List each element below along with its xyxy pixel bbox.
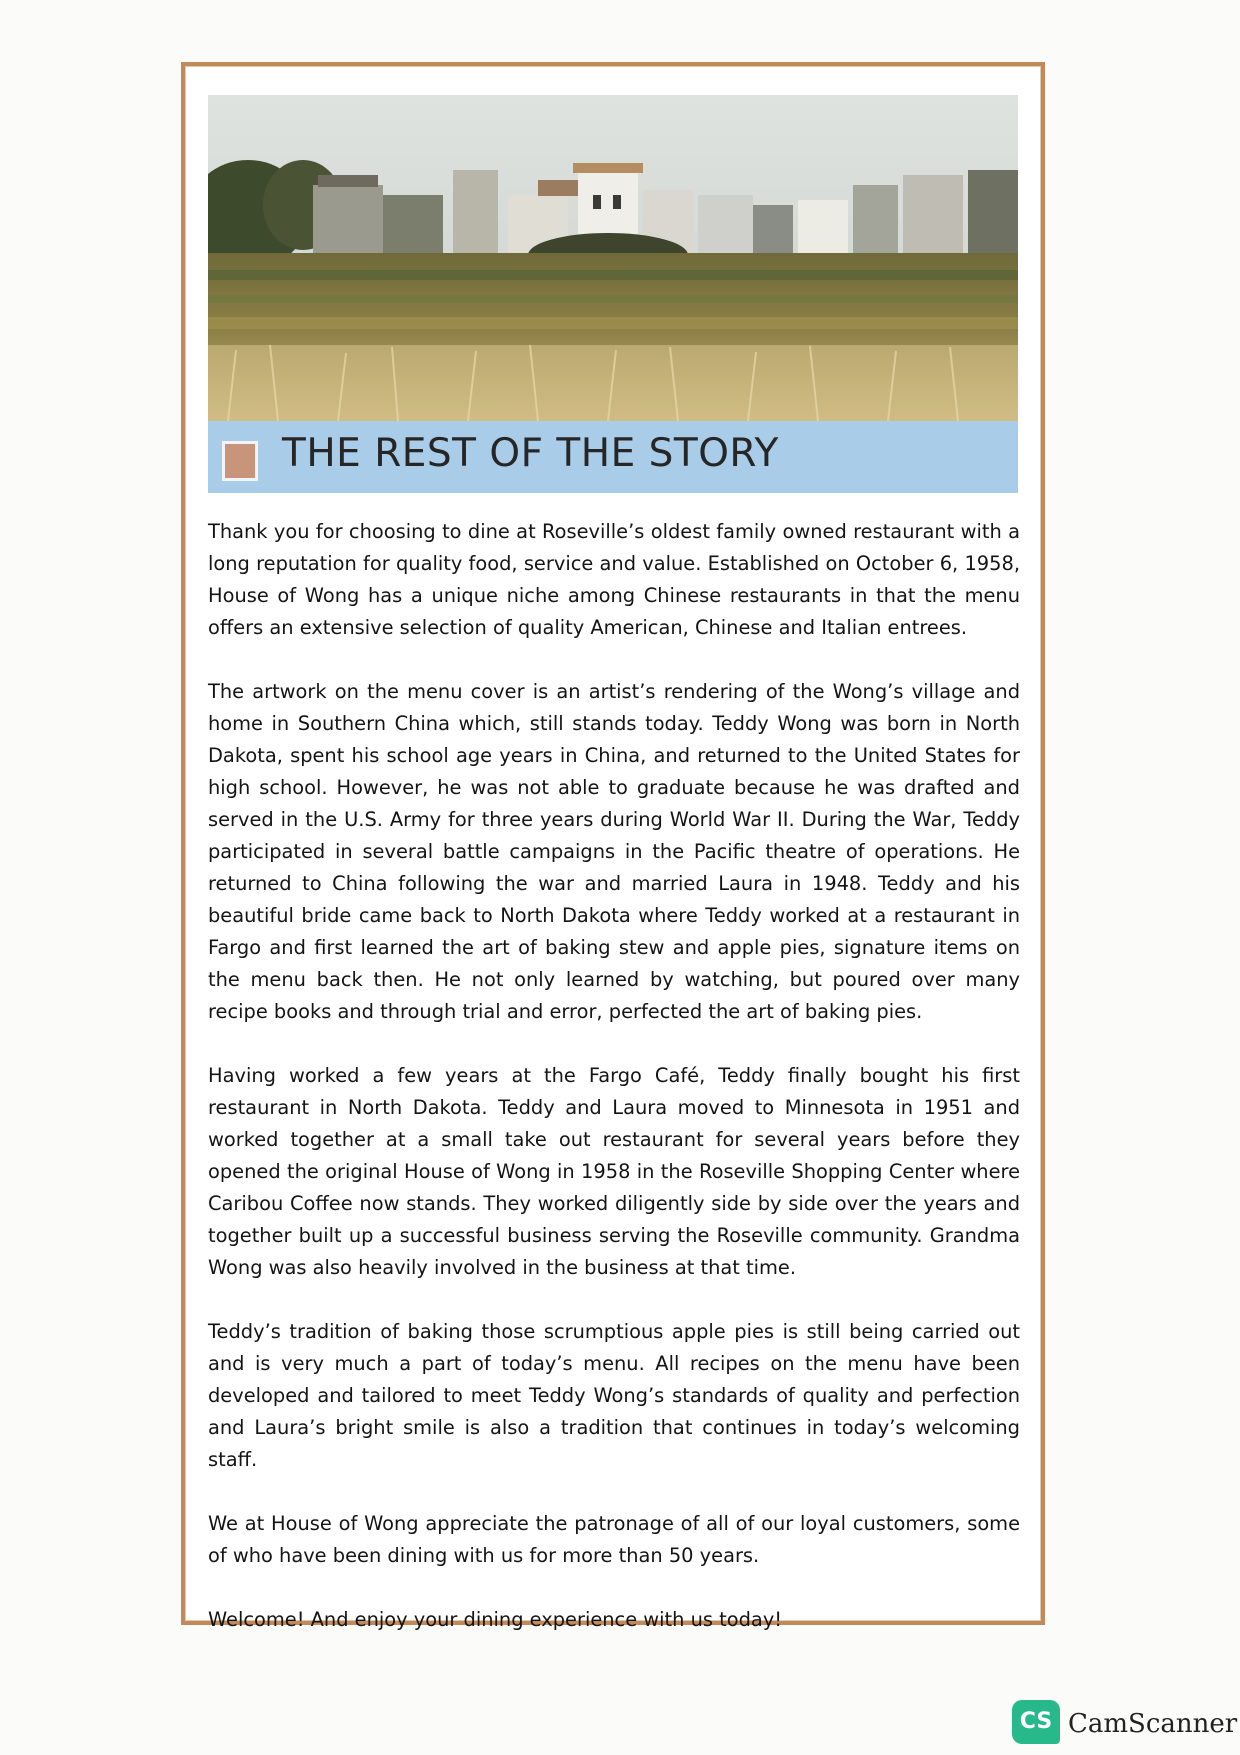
paragraph-first-restaurant: Having worked a few years at the Fargo Café, Teddy finally bought his first restaurant in North Dakota. Teddy and Laura moved to Minnesota in 1951 and worked together at a small take out restaurant for several years before they opened the original House of Wong in 1958 in the Roseville Shopping Center where Caribou Coffee now stands. They worked diligently side by side over the years and together built up a successful business serving the Roseville community. Grandma Wong was also heavily involved in the business at that time. <box>208 1064 1020 1279</box>
section-title: THE REST OF THE STORY <box>282 431 779 476</box>
paragraph-patronage: We at House of Wong appreciate the patronage of all of our loyal customers, some of who have been dining with us for more than 50 years. <box>208 1512 1020 1567</box>
village-painting <box>208 95 1018 493</box>
paragraph-tradition: Teddy’s tradition of baking those scrumptious apple pies is still being carried out and is very much a part of today’s menu. All recipes on the menu have been developed and tailored to meet Teddy Wong’s standards of quality and perfection and Laura’s bright smile is also a tradition that continues in today’s welcoming staff. <box>208 1320 1020 1471</box>
paragraph-history: The artwork on the menu cover is an artist’s rendering of the Wong’s village and home in Southern China which, still stands today. Teddy Wong was born in North Dakota, spent his school age years in China, and returned to the United States for high school. However, he was not able to graduate because he was drafted and served in the U.S. Army for three years during World War II. During the War, Teddy participated in several battle campaigns in the Pacific theatre of operations. He returned to China following the war and married Laura in 1948. Teddy and his beautiful bride came back to North Dakota where Teddy worked at a restaurant in Fargo and first learned the art of baking stew and apple pies, signature items on the menu back then. He not only learned by watching, but poured over many recipe books and through trial and error, perfected the art of baking pies. <box>208 680 1020 1023</box>
section-title-bar <box>208 421 1018 493</box>
title-square-icon <box>222 441 258 481</box>
village-painting-artwork <box>208 95 1018 421</box>
paragraph-closing: Welcome! And enjoy your dining experience with us today! <box>208 1608 783 1631</box>
camscanner-logo-icon: CS <box>1012 1700 1060 1744</box>
paragraph-welcome: Thank you for choosing to dine at Roseville’s oldest family owned restaurant with a long reputation for quality food, service and value. Established on October 6, 1958, House of Wong has a unique niche among Chinese restaurants in that the menu offers an extensive selection of quality American, Chinese and Italian entrees. <box>208 520 1020 639</box>
story-text <box>208 516 1020 1668</box>
camscanner-watermark: CamScanner <box>1068 1709 1238 1739</box>
